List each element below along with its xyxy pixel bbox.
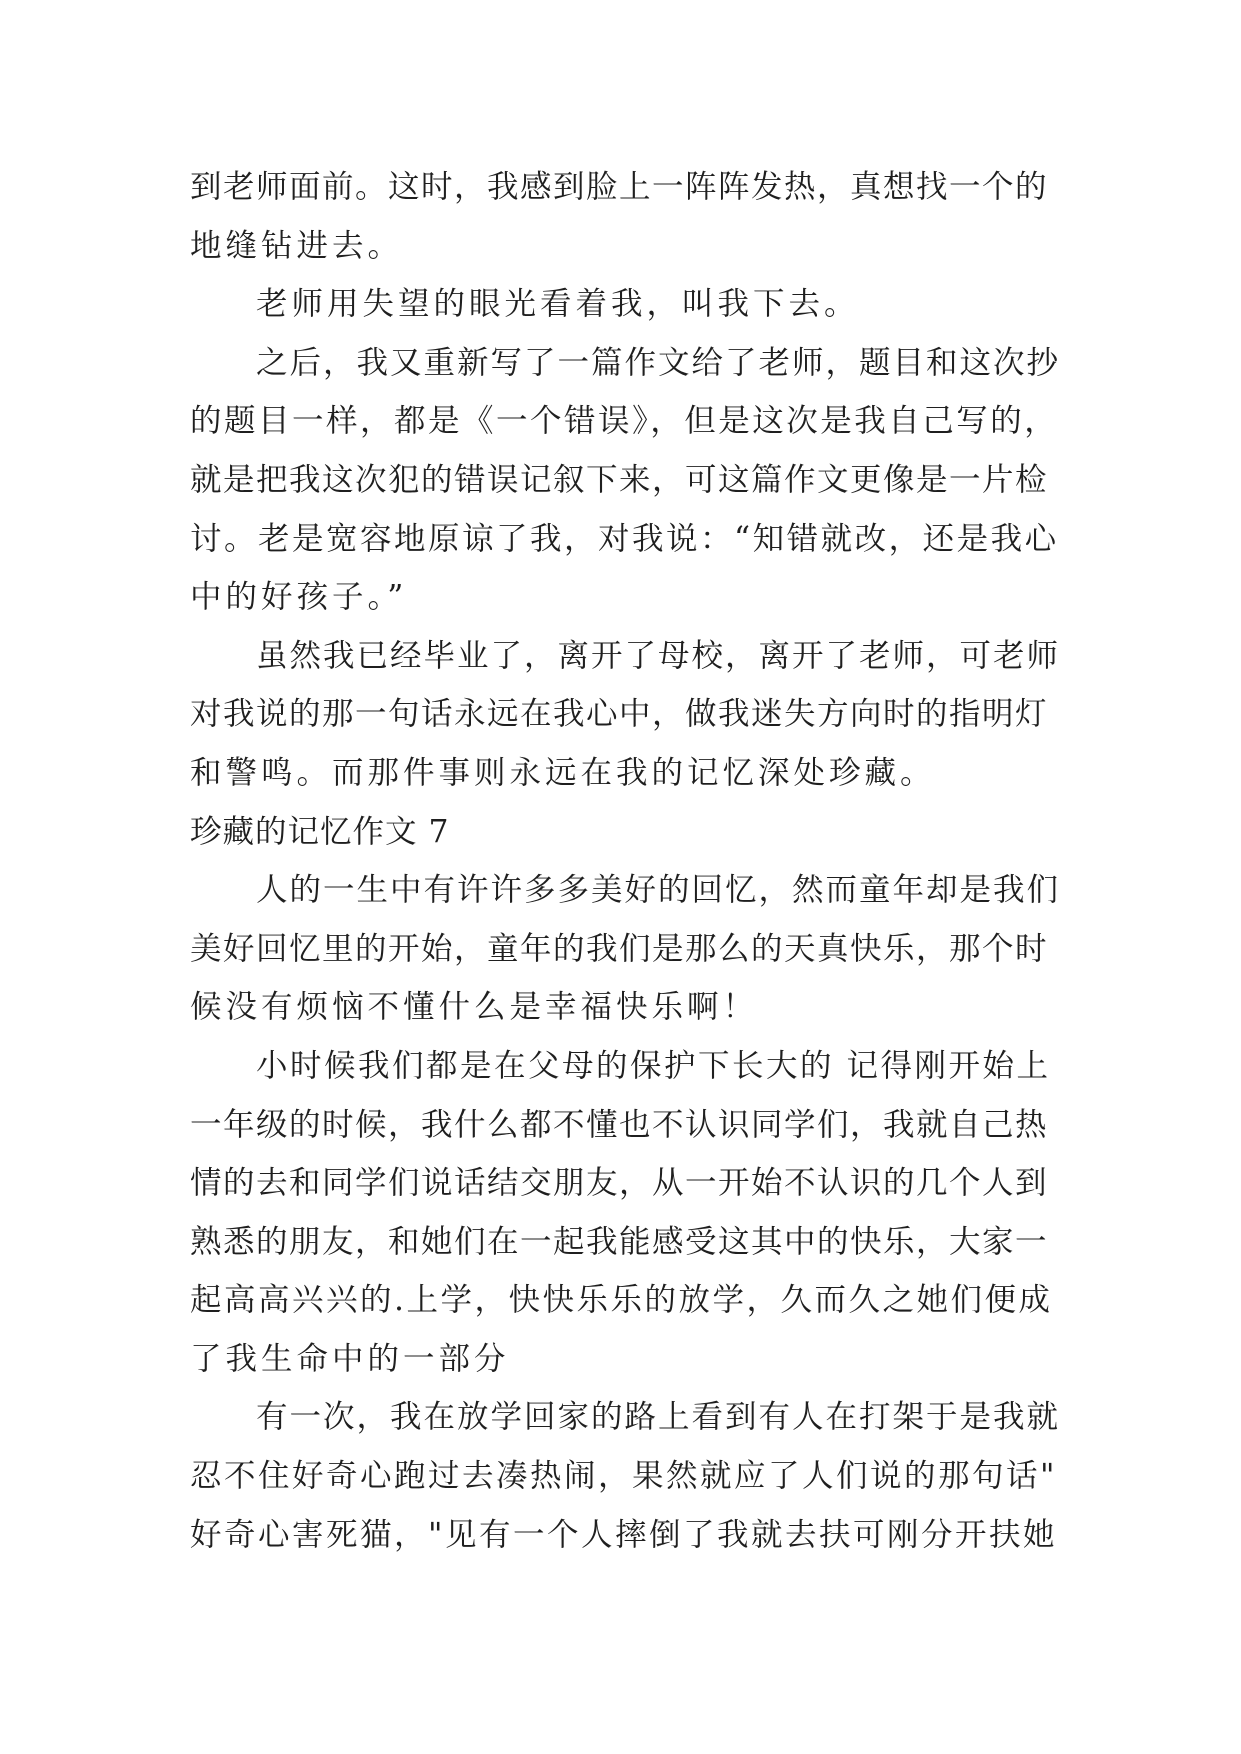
text-line: 好奇心害死猫，"见有一个人摔倒了我就去扶可刚分开扶她 [190,1516,1057,1553]
text-line: 一年级的时候，我什么都不懂也不认识同学们，我就自己热 [190,1106,1049,1143]
text-line: 候没有烦恼不懂什么是幸福快乐啊！ [190,989,759,1026]
text-line: 之后，我又重新写了一篇作文给了老师，题目和这次抄 [256,344,1061,381]
text-line: 对我说的那一句话永远在我心中，做我迷失方向时的指明灯 [190,696,1049,733]
text-line: 和警鸣。而那件事则永远在我的记忆深处珍藏。 [190,754,936,791]
text-line: 就是把我这次犯的错误记叙下来，可这篇作文更像是一片检 [190,461,1049,498]
text-line: 忍不住好奇心跑过去凑热闹，果然就应了人们说的那句话" [190,1458,1057,1495]
text-line: 讨。老是宽容地原谅了我，对我说：“知错就改，还是我心 [190,520,1059,557]
section-heading: 珍藏的记忆作文 7 [190,813,450,850]
text-line: 美好回忆里的开始，童年的我们是那么的天真快乐，那个时 [190,930,1049,967]
text-line: 地缝钻进去。 [190,227,404,264]
text-line: 的题目一样，都是《一个错误》，但是这次是我自己写的， [190,403,1059,440]
text-line: 起高高兴兴的.上学，快快乐乐的放学，久而久之她们便成 [190,1282,1053,1319]
text-line: 中的好孩子。” [190,579,408,616]
text-line: 老师用失望的眼光看着我，叫我下去。 [256,286,860,323]
text-line: 虽然我已经毕业了，离开了母校，离开了老师，可老师 [256,637,1061,674]
document-body [190,158,1060,1564]
text-line: 了我生命中的一部分 [190,1340,510,1377]
text-line: 情的去和同学们说话结交朋友，从一开始不认识的几个人到 [190,1165,1049,1202]
text-line: 小时候我们都是在父母的保护下长大的 记得刚开始上 [256,1047,1051,1084]
text-line: 人的一生中有许许多多美好的回忆，然而童年却是我们 [256,872,1061,909]
text-line: 熟悉的朋友，和她们在一起我能感受这其中的快乐，大家一 [190,1223,1049,1260]
text-line: 到老师面前。这时，我感到脸上一阵阵发热，真想找一个的 [190,169,1049,205]
text-line: 有一次，我在放学回家的路上看到有人在打架于是我就 [256,1399,1061,1436]
